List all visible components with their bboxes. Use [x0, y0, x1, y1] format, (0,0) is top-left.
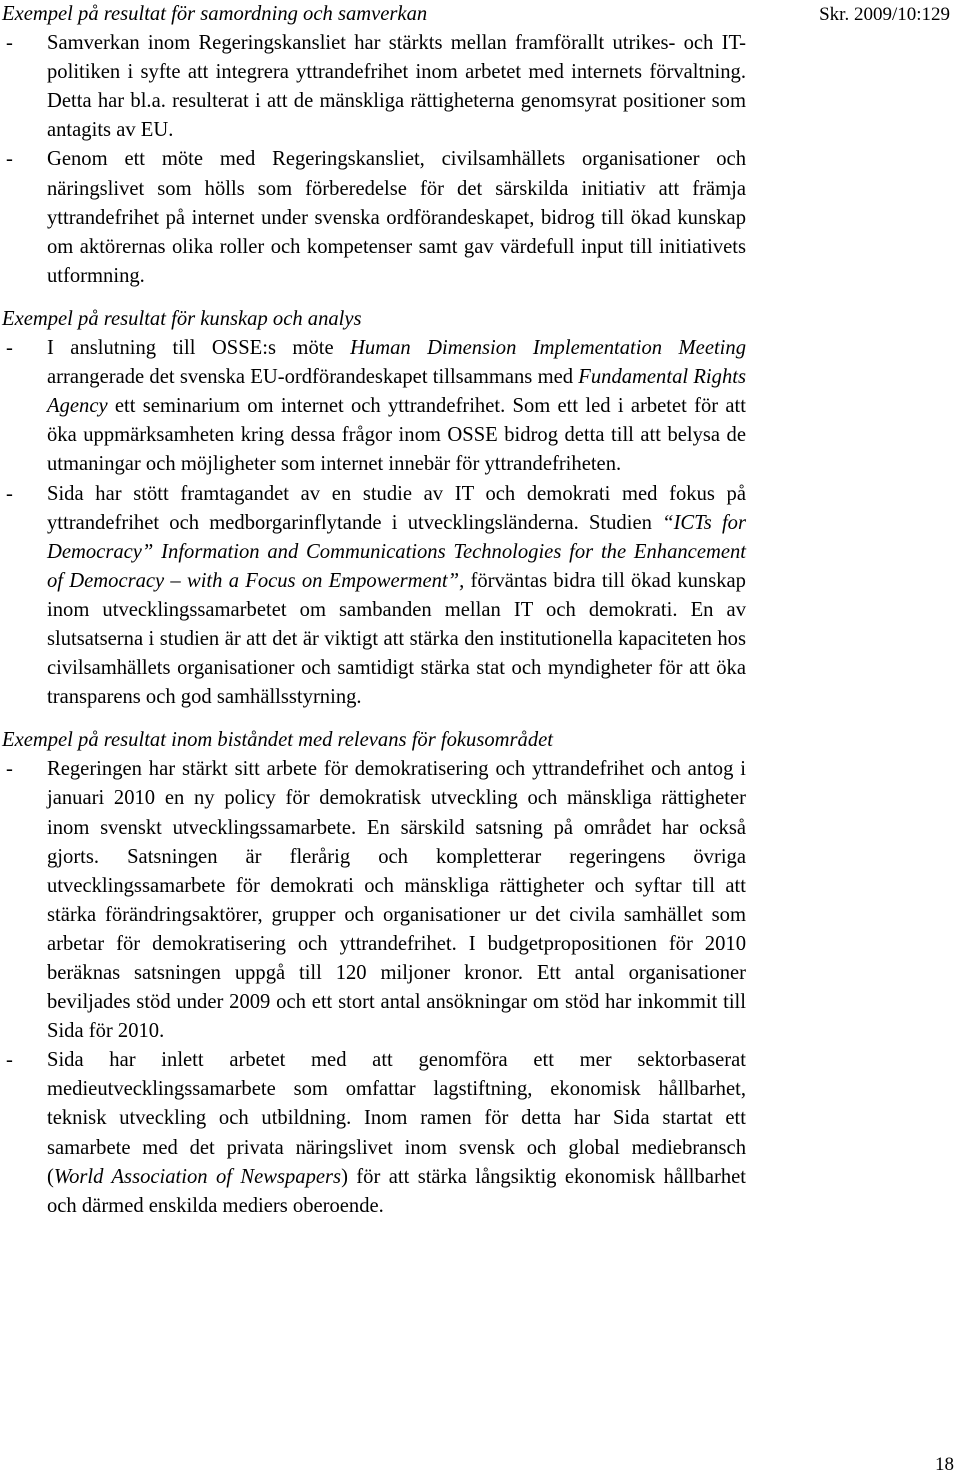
agency-name: Fundamental Rights Agency — [47, 366, 746, 418]
section-heading: Exempel på resultat för kunskap och analys — [2, 307, 362, 330]
bullet-dash: - — [6, 337, 13, 360]
bullet-dash: - — [6, 148, 13, 171]
list-item — [2, 755, 746, 1046]
document-reference: Skr. 2009/10:129 — [819, 4, 950, 25]
meeting-name: Human Dimension Implementation Meeting — [350, 337, 746, 360]
list-item-text: Sida har inlett arbetet med att genomföra ett mer sektorbaserat medieutvecklingssamarbete som omfattar lagstiftning, ekonomisk hållbarhet, teknisk utveckling och utbildning. Inom ramen för detta har Sida startat ett samarbete med det privata näringslivet inom svensk och global mediebransch (World Association of Newspapers) för att stärka långsiktig ekonomisk hållbarhet och därmed enskilda mediers oberoende. — [47, 1049, 746, 1217]
list-item-text: Samverkan inom Regeringskansliet har stärkts mellan framförallt utrikes- och IT-politiken i syfte att integrera yttrandefrihet inom arbetet med internets förvaltning. Detta har bl.a. resulterat i att de mänskliga rättigheterna genomsyrat positioner som antagits av EU. — [47, 32, 746, 142]
section-heading: Exempel på resultat inom biståndet med relevans för fokusområdet — [2, 729, 553, 752]
list-item — [2, 29, 746, 145]
section-heading: Exempel på resultat för samordning och samverkan — [2, 3, 428, 25]
bullet-dash: - — [6, 1049, 13, 1072]
bullet-dash: - — [6, 482, 13, 505]
organisation-name: World Association of Newspapers — [53, 1165, 342, 1188]
list-item-text: Regeringen har stärkt sitt arbete för demokratisering och yttrandefrihet och antog i januari 2010 en ny policy för demokratisk utveckling och mänskliga rättigheter inom svenskt utvecklingssamarbete. En särskild satsning på området har också gjorts. Satsningen är flerårig och kompletterar regeringens övriga utvecklingssamarbete för demokrati och mänskliga rättigheter och syftar till att stärka förändringsaktörer, grupper och organisationer ur det civila samhället som arbetar för demokratisering och yttrandefrihet. I budgetpropositionen för 2010 beräknas satsningen uppgå till 120 miljoner kronor. Ett antal organisationer beviljades stöd under 2009 och ett stort antal ansökningar om stöd har inkommit till Sida för 2010. — [47, 758, 746, 1043]
list-item — [2, 1046, 746, 1221]
list-item-text: Genom ett möte med Regeringskansliet, civilsamhällets organisationer och näringslivet som hölls som förberedelse för det särskilda initiativ att främja yttrandefrihet på internet under svenska ordförandeskapet, bidrog till ökad kunskap om aktörernas olika roller och kompetenser samt gav värdefull input till initiativets utformning. — [47, 148, 746, 287]
bullet-dash: - — [6, 32, 13, 55]
list-item — [2, 480, 746, 713]
list-item-text: Sida har stött framtagandet av en studie av IT och demokrati med fokus på yttrandefrihet och medborgarinflytande i utvecklingsländerna. Studien “ICTs for Democracy” Information and Communications Technologies for the Enhancement of Democracy – with a Focus on Empowerment”, förväntas bidra till ökad kunskap inom utvecklingssamarbetet om sambanden mellan IT och demokrati. En av slutsatserna i studien är att det är viktigt att stärka den institutionella kapaciteten hos civilsamhällets organisationer och samtidigt stärka stat och myndigheter för att öka transparens och god samhällsstyrning. — [47, 482, 746, 709]
list-item-text: I anslutning till OSSE:s möte Human Dimension Implementation Meeting arrangerade det svenska EU-ordförandeskapet tillsammans med Fundamental Rights Agency ett seminarium om internet och yttrandefrihet. Som ett led i arbetet för att öka uppmärksamheten kring dessa frågor inom OSSE bidrog detta till att belysa de utmaningar och möjligheter som internet innebär för yttrandefriheten. — [47, 337, 746, 476]
list-item — [2, 145, 746, 290]
study-title: “ICTs for Democracy” Information and Communications Technologies for the Enhancement of Democracy – with a Focus on Empowerment”, — [47, 511, 746, 592]
page-number: 18 — [935, 1454, 954, 1475]
page-body — [2, 0, 746, 1221]
list-item — [2, 334, 746, 479]
bullet-dash: - — [6, 758, 13, 781]
